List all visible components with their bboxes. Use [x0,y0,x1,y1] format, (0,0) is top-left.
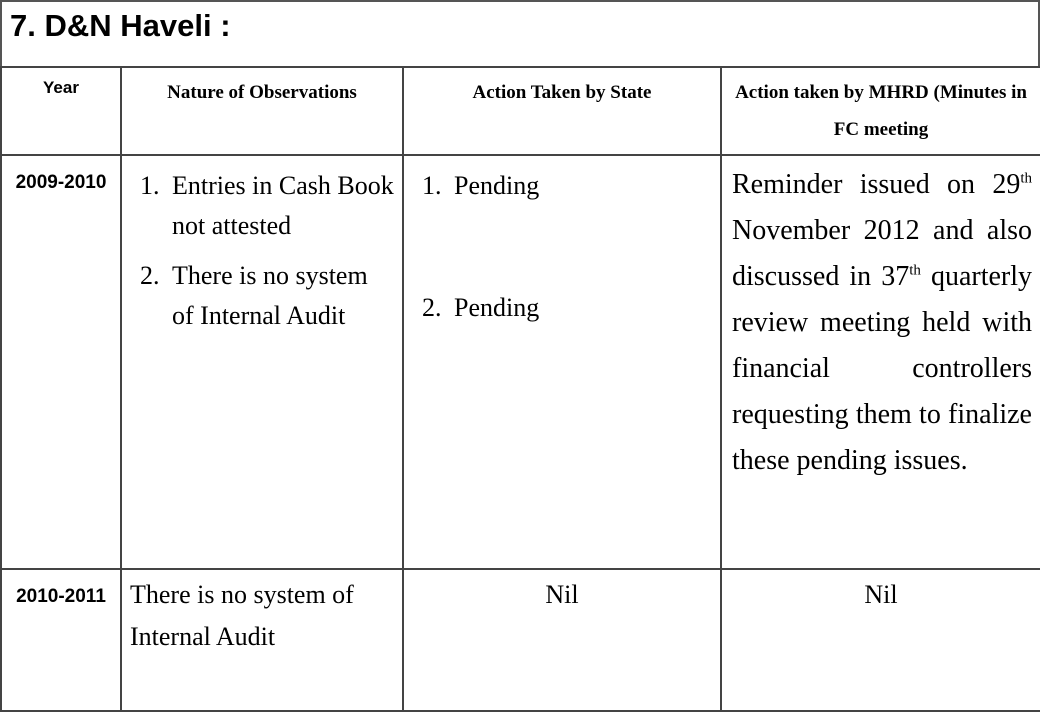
list-item: 1. Entries in Cash Book not attested [166,166,394,246]
cell-observations [121,155,403,569]
table-row [1,569,1040,711]
observations-table [0,66,1040,712]
header-state-action: Action Taken by State [403,67,721,155]
table-header-row [1,67,1040,155]
page-title: 7. D&N Haveli : [10,8,231,43]
header-mhrd-action: Action taken by MHRD (Minutes in FC meeting [721,67,1040,155]
cell-mhrd-action: Nil [721,569,1040,711]
cell-year: 2010-2011 [1,569,121,711]
list-item: 2. There is no system of Internal Audit [166,256,394,336]
cell-state-action [403,155,721,569]
list-item: 2. Pending [448,288,712,328]
mhrd-text: Reminder issued on 29th November 2012 and also discussed in 37th quarterly review meeting held with financial controllers requesting them to finalize these pending issues. [732,169,1033,476]
header-year: Year [1,67,121,155]
cell-mhrd-action [721,155,1040,569]
table-row [1,155,1040,569]
list-item: 1. Pending [448,166,712,206]
header-nature: Nature of Observations [121,67,403,155]
title-row [0,0,1040,68]
cell-state-action: Nil [403,569,721,711]
cell-year: 2009-2010 [1,155,121,569]
cell-observations: There is no system of Internal Audit [121,569,403,711]
